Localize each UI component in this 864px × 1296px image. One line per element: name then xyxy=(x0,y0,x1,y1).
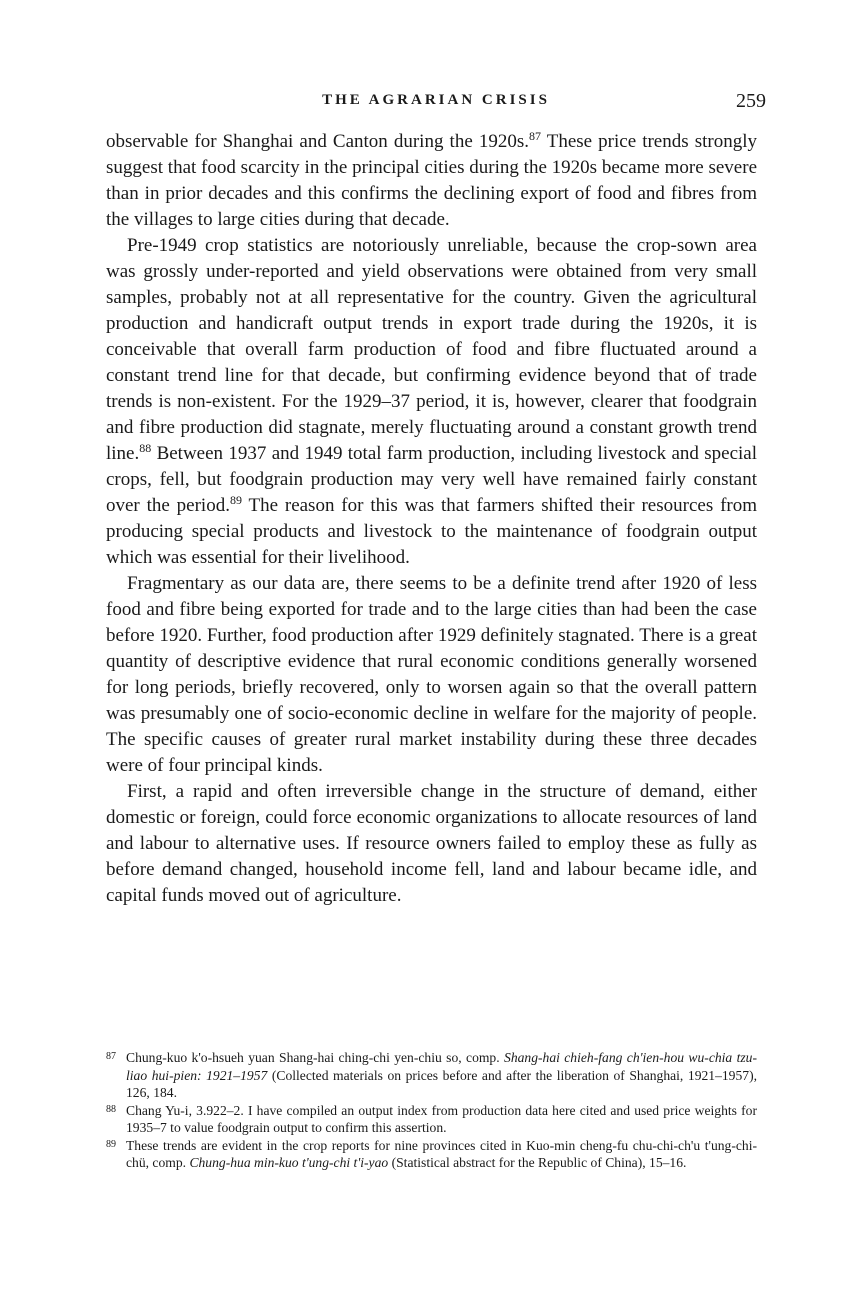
paragraph xyxy=(106,129,757,233)
footnote-text: These trends are evident in the crop reports for nine provinces cited in Kuo-min cheng-fu chu-chi-ch'u t'ung-chi-chü, comp. xyxy=(126,1137,757,1170)
paragraph xyxy=(106,233,757,571)
footnote-text: (Collected materials on prices before and after the liberation of Shanghai, 1921–1957), 126, 184. xyxy=(126,1067,757,1100)
paragraph xyxy=(106,779,757,909)
paragraph-text: Between 1937 and 1949 total farm production, including livestock and special crops, fell, but foodgrain production may very well have remained fairly constant over the period. xyxy=(106,443,757,516)
footnote-text: Chung-kuo k'o-hsueh yuan Shang-hai ching-chi yen-chiu so, comp. xyxy=(126,1050,505,1065)
footnote-title: Chung-hua min-kuo t'ung-chi t'i-yao xyxy=(189,1155,389,1170)
paragraph-text: Pre-1949 crop statistics are notoriously unreliable, because the crop-sown area was grossly under-reported and yield observations were obtained from very small samples, probably not at all representative for the country. Given the agricultural production and handicraft output trends in export trade during the 1920s, it is conceivable that overall farm production of food and fibre fluctuated around a constant trend line for that decade, but confirming evidence beyond that of trade trends is non-existent. For the 1929–37 period, it is, however, clearer that foodgrain and fibre production did stagnate, merely fluctuating around a constant growth trend line. xyxy=(106,235,757,464)
body-text xyxy=(106,129,757,909)
footnote-87 xyxy=(106,1049,757,1102)
footnote-ref-87: 87 xyxy=(528,129,541,143)
footnote-title: Shang-hai chieh-fang ch'ien-hou wu-chia tzu-liao hui-pien: 1921–1957 xyxy=(126,1050,757,1083)
paragraph-text: observable for Shanghai and Canton during the 1920s. xyxy=(106,131,529,152)
footnote-mark: 88 xyxy=(106,1103,116,1115)
running-head xyxy=(106,90,766,116)
footnote-mark: 87 xyxy=(106,1051,116,1062)
page-number: 259 xyxy=(736,90,766,112)
footnote-mark: 89 xyxy=(106,1138,116,1150)
footnote-ref-88: 88 xyxy=(139,441,152,455)
running-title: THE AGRARIAN CRISIS xyxy=(322,92,550,108)
paragraph-text: Fragmentary as our data are, there seems to be a definite trend after 1920 of less food and fibre being exported for trade and to the large cities than had been the case before 1920. Further, food production after 1929 definitely stagnated. There is a great quantity of descriptive evidence that rural economic conditions generally worsened for long periods, briefly recovered, only to worsen again so that the overall pattern was presumably one of socio-economic decline in welfare for the majority of people. The specific causes of greater rural market instability during these three decades were of four principal kinds. xyxy=(106,573,757,776)
paragraph-text: First, a rapid and often irreversible change in the structure of demand, either domestic or foreign, could force economic organizations to allocate resources of land and labour to alternative uses. If resource owners failed to employ these as fully as before demand changed, household income fell, land and labour became idle, and capital funds moved out of agriculture. xyxy=(106,781,757,906)
paragraph xyxy=(106,571,757,779)
footnote-text: (Statistical abstract for the Republic of China), 15–16. xyxy=(388,1155,687,1170)
footnotes xyxy=(106,1049,757,1172)
footnote-text: Chang Yu-i, 3.922–2. I have compiled an output index from production data here cited and used price weights for 1935–7 to value foodgrain output to confirm this assertion. xyxy=(126,1102,757,1135)
footnote-89 xyxy=(106,1137,757,1172)
paragraph-text: The reason for this was that farmers shifted their resources from producing special products and livestock to the maintenance of foodgrain output which was essential for their livelihood. xyxy=(106,495,757,568)
paragraph-text: These price trends strongly suggest that food scarcity in the principal cities during the 1920s became more severe than in prior decades and this confirms the declining export of food and fibres from the villages to large cities during that decade. xyxy=(106,131,757,230)
footnote-88 xyxy=(106,1102,757,1137)
footnote-ref-89: 89 xyxy=(229,493,242,507)
